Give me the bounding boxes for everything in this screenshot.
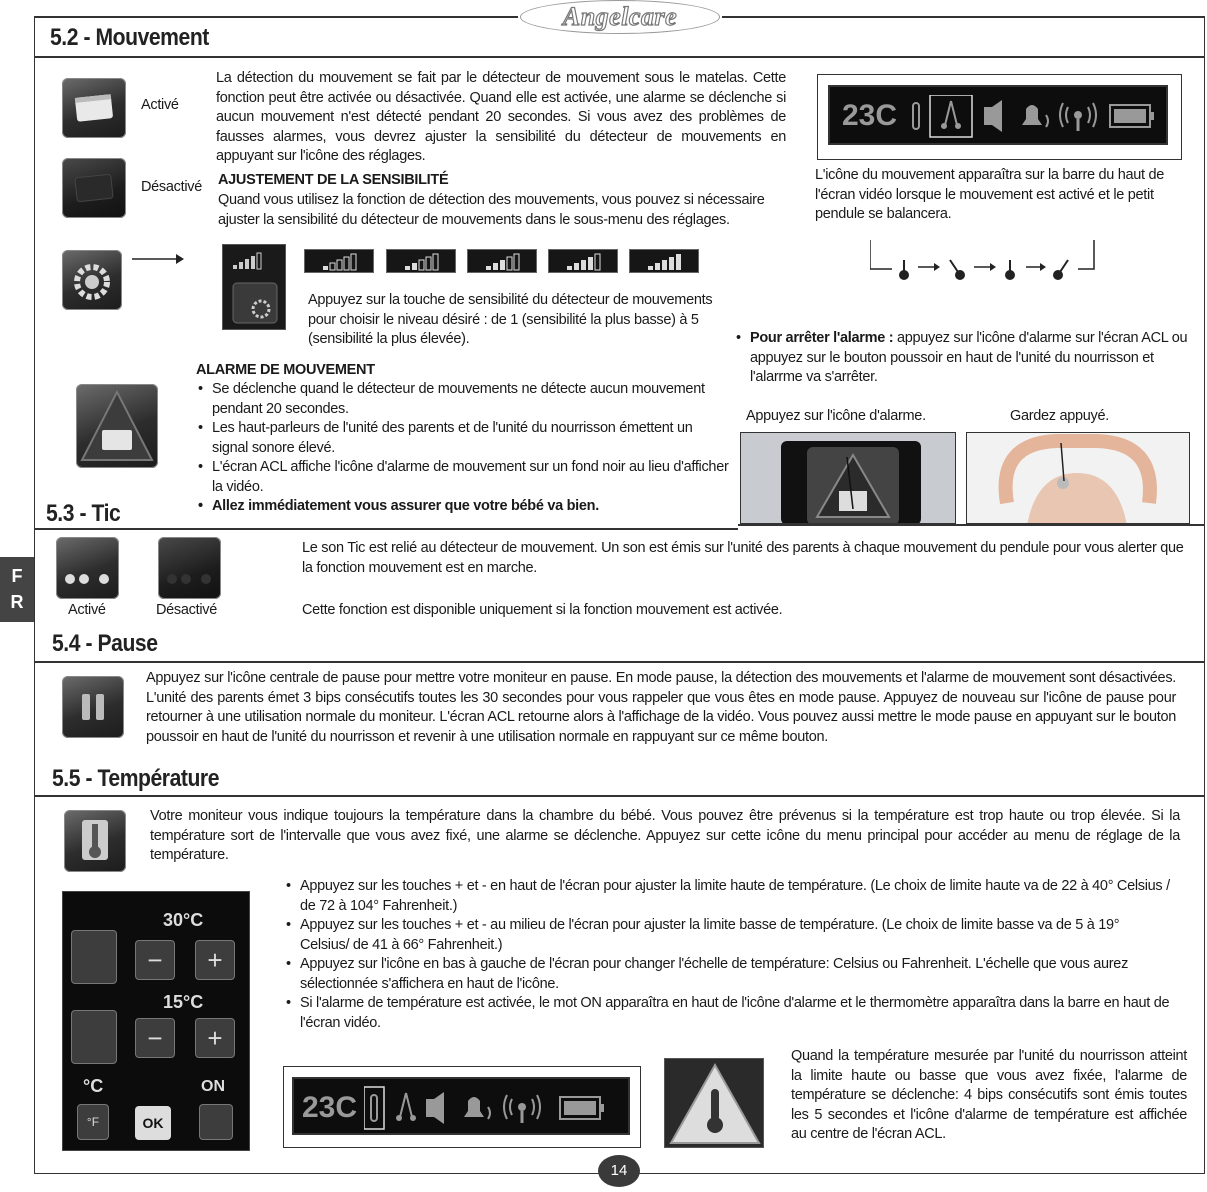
alarm-on-label: ON (201, 1078, 225, 1095)
stop-alarm-item: • Pour arrêter l'alarme : appuyez sur l'icône d'alarme sur l'écran ACL ou appuyez sur le bouton poussoir en haut de l'unité du nourrisson et l'alarrme va s'arrêter. (732, 329, 1190, 388)
high-limit-value: 30°C (163, 910, 204, 930)
top-rule-left (34, 16, 518, 18)
thermometer-high-icon (71, 930, 117, 984)
alarm-bullet: • Se déclenche quand le détecteur de mouvements ne détecte aucun mouvement pendant 20 secondes. (194, 380, 729, 419)
language-tab: F R (0, 557, 34, 622)
bell-alarm-button[interactable] (199, 1104, 233, 1140)
low-minus-button[interactable]: − (135, 1018, 175, 1058)
active-label: Activé (141, 97, 179, 113)
section-title-temperature: 5.5 - Température (52, 765, 220, 792)
temperature-intro: Votre moniteur vous indique toujours la température dans la chambre du bébé. Vous pouvez être prévenus si la température est trop haute ou trop élevée. Si la température sort de l'intervalle que vous avez fixé, une alarme se déclenche. Appuyez sur cette icône du menu principal pour accéder au menu de réglage de la température. (150, 808, 1180, 863)
tic-note: Cette fonction est disponible uniquement si la fonction mouvement est activée. (302, 602, 783, 618)
sensitivity-heading: AJUSTEMENT DE LA SENSIBILITÉ (218, 172, 449, 188)
motion-active-icon (62, 78, 126, 138)
low-limit-value: 15°C (163, 992, 204, 1012)
temperature-status-bar-image (283, 1066, 641, 1148)
thermometer-low-icon (71, 1010, 117, 1064)
sensitivity-instruction: Appuyez sur la touche de sensibilité du détecteur de mouvements pour choisir le niveau désiré : de 1 (sensibilité la plus basse) à 5 (sensibilité la plus élevée). (308, 292, 713, 347)
pause-icon (62, 676, 124, 738)
motion-alarm-icon (76, 384, 158, 468)
sensitivity-level-2 (386, 249, 456, 273)
alarm-bullet: • L'écran ACL affiche l'icône d'alarme de mouvement sur un fond noir au lieu d'afficher la vidéo. (194, 458, 729, 497)
inactive-label: Désactivé (141, 179, 202, 195)
high-plus-button[interactable]: + (195, 940, 235, 980)
ok-button[interactable]: OK (135, 1106, 171, 1140)
settings-gear-icon (62, 250, 122, 310)
section-title-pause: 5.4 - Pause (52, 630, 158, 657)
temperature-alarm-icon (664, 1058, 764, 1148)
section-title-tic: 5.3 - Tic (46, 500, 121, 527)
motion-inactive-icon (62, 158, 126, 218)
section-rule (34, 528, 738, 530)
section-rule (34, 795, 1205, 797)
alarm-bullet-important: • Allez immédiatement vous assurer que votre bébé va bien. (194, 497, 729, 517)
alarm-bullet: • Les haut-parleurs de l'unité des parents et de l'unité du nourrisson émettent un signal sonore élevé. (194, 419, 729, 458)
temperature-alarm-text: Quand la température mesurée par l'unité du nourrisson atteint la limite haute ou basse que vous avez fixée, l'alarme de température se déclenche: 4 bips consécutifs sont émis toutes les 5 secondes et l'icône d'alarme de température est affichée au centre de l'écran ACL. (791, 1048, 1187, 1142)
stop-alarm-list (732, 329, 1190, 388)
sensitivity-level-4 (548, 249, 618, 273)
temperature-bullet: • Si l'alarme de température est activée, le mot ON apparaîtra en haut de l'icône d'alarme et le thermomètre apparaîtra dans la barre en haut de l'écran vidéo. (282, 994, 1172, 1033)
sensitivity-menu-image (222, 244, 286, 330)
tic-active-icon (56, 537, 119, 599)
alarm-screen-photo (740, 432, 956, 524)
tic-inactive-label: Désactivé (156, 602, 217, 618)
section-title-mouvement: 5.2 - Mouvement (50, 24, 209, 51)
hold-caption: Gardez appuyé. (1010, 408, 1109, 424)
pendulum-diagram (870, 240, 1095, 285)
alarm-bullets (194, 380, 729, 517)
scale-toggle-button[interactable]: °F (77, 1104, 109, 1140)
tic-active-label: Activé (68, 602, 106, 618)
temperature-bullet: • Appuyez sur l'icône en bas à gauche de l'écran pour changer l'échelle de température: Celsius ou Fahrenheit. L'échelle que vous aurez sélectionnée s'affichera en haut de l'icône. (282, 955, 1172, 994)
scale-celsius-label: °C (83, 1076, 104, 1096)
sensitivity-level-3 (467, 249, 537, 273)
section-rule (738, 524, 1205, 526)
temperature-icon (64, 810, 126, 872)
section-rule (34, 661, 1205, 663)
status-bar-image (817, 74, 1182, 160)
alarm-heading: ALARME DE MOUVEMENT (196, 362, 375, 378)
temperature-bullets (282, 877, 1172, 1033)
temperature-menu-image (62, 891, 250, 1151)
temperature-bullet: • Appuyez sur les touches + et - au milieu de l'écran pour ajuster la limite basse de température. (Le choix de limite basse va de 5 à 19° Celsius/ de 41 à 66° Fahrenheit.) (282, 916, 1172, 955)
arrow-icon (132, 252, 184, 266)
page-number: 14 (598, 1155, 640, 1187)
section-rule (34, 56, 1205, 58)
motion-intro-text: La détection du mouvement se fait par le détecteur de mouvement sous le matelas. Cette fonction peut être activée ou désactivée. Quand elle est activée, une alarme se déclenche si aucun mouvement n'est détecté pendant 20 secondes. Si vous avez des problèmes de fausses alarmes, vous devrez ajuster la sensibilité du détecteur de mouvements en appuyant sur l'icône des réglages. (216, 70, 786, 164)
temp-status-icons (364, 1085, 626, 1131)
temp-status-value: 23C (302, 1091, 358, 1124)
angelcare-logo: Angelcare (520, 0, 720, 34)
sensitivity-level-1 (304, 249, 374, 273)
status-icons (910, 95, 1160, 139)
tic-inactive-icon (158, 537, 221, 599)
temperature-bullet: • Appuyez sur les touches + et - en haut de l'écran pour ajuster la limite haute de température. (Le choix de limite haute va de 22 à 40° Celsius / de 72 à 104° Fahrenheit.) (282, 877, 1172, 916)
status-temp: 23C (842, 99, 898, 132)
sensitivity-level-5 (629, 249, 699, 273)
tic-text: Le son Tic est relié au détecteur de mouvement. Un son est émis sur l'unité des parents à chaque mouvement du pendule pour vous alerter que la fonction mouvement est en marche. (302, 540, 1184, 576)
sensitivity-text: Quand vous utilisez la fonction de détection des mouvements, vous pouvez si nécessaire ajuster la sensibilité du détecteur de mouvements dans le sous-menu des réglages. (218, 192, 765, 228)
top-rule-right (722, 16, 1205, 18)
press-icon-caption: Appuyez sur l'icône d'alarme. (746, 408, 926, 424)
low-plus-button[interactable]: + (195, 1018, 235, 1058)
pause-text: Appuyez sur l'icône centrale de pause pour mettre votre moniteur en pause. En mode pause, la détection des mouvements et l'alarme de mouvement sont désactivées. L'unité des parents émet 3 bips consécutifs toutes les 30 secondes pour vous rappeler que vous êtes en mode pause. Appuyez de nouveau sur l'icône de pause pour retourner à une utilisation normale du moniteur. L'écran ACL retourne alors à l'affichage de la vidéo. Vous pouvez aussi mettre le mode pause en appuyant sur le bouton poussoir en haut de l'unité du nourrisson et revenir à une utilisation normale en rappuyant sur ce même bouton. (146, 670, 1176, 745)
statusbar-caption: L'icône du mouvement apparaîtra sur la barre du haut de l'écran vidéo lorsque le mouvement est activé et le petit pendule se balancera. (815, 167, 1164, 222)
high-minus-button[interactable]: − (135, 940, 175, 980)
nursery-unit-photo (966, 432, 1190, 524)
